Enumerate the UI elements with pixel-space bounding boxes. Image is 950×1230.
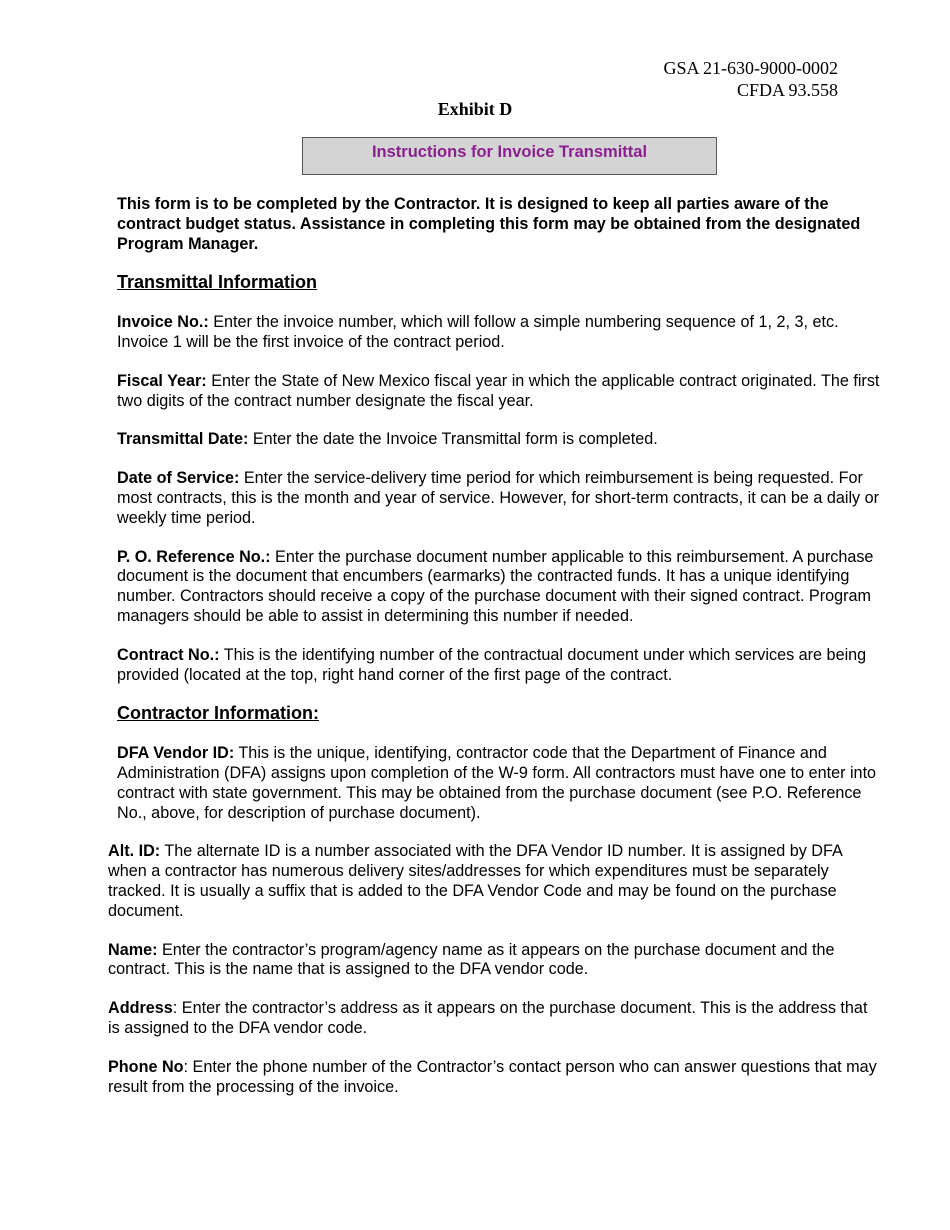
intro-paragraph: This form is to be completed by the Contractor. It is designed to keep all parties aware of the contract budget status. Assistance in completing this form may be obtained from the designated Program Manager.: [117, 195, 861, 253]
item-label: Alt. ID:: [108, 842, 161, 861]
item-text: The alternate ID is a number associated with the DFA Vendor ID number. It is assigned by DFA when a contractor has numerous delivery sites/addresses for which expenditures must be separately tracked. It is usually a suffix that is added to the DFA Vendor Code and may be found on the purchase document.: [108, 842, 842, 920]
exhibit-title: Exhibit D: [437, 99, 513, 119]
name-item: [108, 941, 882, 981]
item-text: Enter the State of New Mexico fiscal year in which the applicable contract originated. The first two digits of the contract number designate the fiscal year.: [117, 371, 880, 410]
fiscal-year-item: [117, 372, 882, 412]
gsa-number: GSA 21-630-9000-0002: [663, 58, 838, 78]
item-text: Enter the contractor’s program/agency name as it appears on the purchase document and the contract. This is the name that is assigned to the DFA vendor code.: [108, 940, 835, 979]
item-text: Enter the service-delivery time period for which reimbursement is being requested. For most contracts, this is the month and year of service. However, for short-term contracts, it can be a daily or weekly time period.: [117, 469, 880, 527]
item-label: Date of Service:: [117, 469, 240, 488]
address-item: [108, 999, 882, 1039]
document-title: Instructions for Invoice Transmittal: [371, 143, 648, 161]
item-text: Enter the date the Invoice Transmittal form is completed.: [248, 430, 658, 449]
transmittal-heading: Transmittal Information: [117, 272, 318, 293]
item-text: : Enter the phone number of the Contractor’s contact person who can answer questions that may result from the processing of the invoice.: [108, 1057, 877, 1096]
item-label: Fiscal Year:: [117, 371, 207, 390]
item-label: DFA Vendor ID:: [117, 744, 235, 763]
document-body: [108, 195, 882, 1116]
item-label: Phone No: [108, 1057, 184, 1076]
item-label: Transmittal Date:: [117, 430, 249, 449]
date-of-service-item: [117, 469, 882, 528]
item-label: Address: [108, 999, 173, 1018]
transmittal-date-item: [117, 430, 882, 450]
cfda-number: CFDA 93.558: [736, 80, 838, 100]
contract-no-item: [117, 646, 882, 686]
document-title-box: [302, 137, 717, 175]
invoice-no-item: [117, 313, 882, 353]
contractor-heading: Contractor Information:: [117, 703, 319, 724]
item-text: : Enter the contractor’s address as it appears on the purchase document. This is the address that is assigned to the DFA vendor code.: [108, 999, 868, 1037]
item-text: This is the identifying number of the contractual document under which services are being provided (located at the top, right hand corner of the first page of the contract.: [117, 645, 867, 684]
phone-no-item: [108, 1058, 882, 1098]
po-reference-item: [117, 548, 882, 627]
item-text: Enter the invoice number, which will follow a simple numbering sequence of 1, 2, 3, etc. Invoice 1 will be the first invoice of the contract period.: [117, 313, 839, 351]
alt-id-item: [108, 842, 882, 921]
header-reference: [664, 57, 839, 101]
item-label: P. O. Reference No.:: [117, 547, 271, 566]
item-text: Enter the purchase document number applicable to this reimbursement. A purchase document is the document that encumbers (earmarks) the contracted funds. It has a unique identifying number. Contractors should receive a copy of the purchase document with their signed contract. Program managers should be able to assist in determining this number if needed.: [117, 547, 874, 625]
item-label: Name:: [108, 940, 158, 959]
item-label: Contract No.:: [117, 645, 220, 664]
item-text: This is the unique, identifying, contractor code that the Department of Finance and Administration (DFA) assigns upon completion of the W-9 form. All contractors must have one to enter into contract with state government. This may be obtained from the purchase document (see P.O. Reference No., above, for description of purchase document).: [117, 744, 877, 822]
item-label: Invoice No.:: [117, 313, 209, 332]
dfa-vendor-id-item: [117, 744, 882, 823]
